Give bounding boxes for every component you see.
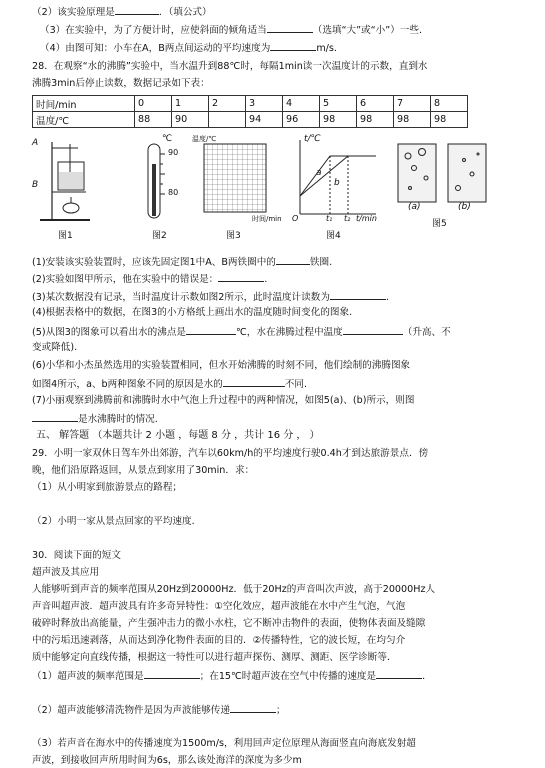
table-cell: 98 [357, 112, 394, 128]
label-a: A [32, 138, 39, 148]
q28-sub1: (1)安装该实验装置时，应该先固定图1中A、B两铁圈中的 铁圈. [32, 254, 332, 269]
table-cell: 4 [283, 96, 320, 112]
q30-para-line3: 破碎时释放出高能量，产生强冲击力的微小水柱，它不断冲击物件的表面，使物体表面及缝隙 [32, 618, 426, 629]
table-cell: 8 [431, 96, 468, 112]
q28-sub5: (5)从图3的图象可以看出水的沸点是 ℃，水在沸腾过程中温度 （升高、不 [32, 324, 451, 339]
q30-para-line2: 声音叫超声波．超声波具有许多奇异特性：①空化效应，超声波能在水中产生气泡，气泡 [32, 601, 406, 612]
figure-5-caption: 图5 [432, 219, 447, 229]
answer-blank [343, 324, 403, 335]
q29-line1: 29．小明一家双休日驾车外出郊游，汽车以60km/h的平均速度行驶0.4h才到达旅游景点．傍 [32, 448, 429, 459]
grid-y-label: 温度/℃ [192, 135, 217, 143]
table-cell: 6 [357, 96, 394, 112]
data-table [32, 95, 468, 128]
q30-subtitle: 超声波及其应用 [32, 567, 100, 578]
q27-part3: （3）在实验中，为了方便计时，应使斜面的倾角适当 （选填“大”或“小”）一些． [40, 22, 429, 37]
answer-blank [230, 702, 276, 713]
beaker-a-label: (a) [408, 202, 421, 212]
answer-blank [270, 40, 316, 51]
answer-blank [115, 4, 159, 15]
beaker-b-label: (b) [458, 202, 471, 212]
graph-origin: O [292, 214, 299, 223]
grid-x-label: 时间/min [252, 215, 282, 223]
table-cell: 96 [283, 112, 320, 128]
q30-para-line4: 中的污垢迅速剥落，从而达到净化物件表面的目的．②传播特性，它的波长短，在均匀介 [32, 635, 406, 646]
q30-para-line5: 质中能够定向直线传播，根据这一特性可以进行超声探伤、测厚、测距、医学诊断等． [32, 652, 397, 663]
q29-sub2: （2）小明一家从景点回家的平均速度． [32, 516, 202, 527]
section-5-header: 五、 解答题 （本题共计 2 小题 ，每题 8 分 ，共计 16 分 ， ） [36, 430, 320, 441]
answer-blank [223, 376, 285, 387]
apparatus-drawing [30, 134, 110, 228]
graph-y-label: t/℃ [304, 134, 321, 144]
figure-5-bubbles [392, 134, 492, 242]
q28-sub6-line1: (6)小华和小杰虽然选用的实验装置相同，但水开始沸腾的时刻不同，他们绘制的沸腾图象 [32, 360, 411, 371]
q30-title: 30．阅读下面的短文 [32, 550, 121, 561]
q28-intro-line1: 28．在观察“水的沸腾”实验中，当水温升到88℃时，每隔1min读一次温度计的示数，直到水 [32, 61, 428, 72]
table-header-time: 时间/min [33, 96, 135, 112]
q28-sub3: (3)某次数据没有记录，当时温度计示数如图2所示，此时温度计读数为 . [32, 289, 389, 304]
figure-4-graph [290, 134, 382, 242]
q30-sub3-line2: 声波，到接收回声所用时间为6s，那么该处海洋的深度为多少m [32, 755, 302, 766]
q29-line2: 晚，他们沿原路返回，从景点到家用了30min．求： [32, 465, 255, 476]
table-row-temp [33, 112, 468, 128]
thermo-tick-90: 90 [168, 148, 179, 157]
q28-sub7-line1: (7)小丽观察到沸腾前和沸腾时水中气泡上升过程中的两种情况，如图5(a)、(b)所示，则图 [32, 395, 415, 406]
figure-3-grid [192, 134, 284, 242]
figure-3-caption: 图3 [226, 231, 241, 241]
table-cell: 0 [135, 96, 172, 112]
figure-4-caption: 图4 [326, 231, 341, 241]
table-cell: 94 [246, 112, 283, 128]
answer-blank [218, 271, 264, 282]
q30-sub3-line1: （3）若声音在海水中的传播速度为1500m/s，利用回声定位原理从海面竖直向海底发射超 [32, 738, 416, 749]
q28-sub4: (4)根据表格中的数据，在图3的小方格纸上画出水的温度随时间变化的图象. [32, 307, 353, 318]
figure-2-caption: 图2 [152, 231, 167, 241]
table-cell: 98 [431, 112, 468, 128]
answer-blank [276, 254, 310, 265]
grid-paper [192, 134, 284, 224]
answer-blank [32, 411, 78, 422]
q27-part2: （2）该实验原理是 ．（填公式） [32, 4, 212, 19]
label-b: B [32, 180, 39, 190]
table-header-temp: 温度/℃ [33, 112, 135, 128]
figure-1-caption: 图1 [58, 231, 73, 241]
q30-sub1: （1）超声波的频率范围是 ；在15℃时超声波在空气中传播的速度是 ． [32, 668, 432, 683]
answer-blank [186, 324, 236, 335]
table-row-time [33, 96, 468, 112]
table-cell: 88 [135, 112, 172, 128]
q28-sub6-line2: 如图4所示，a、b两种图象不同的原因是水的 不同. [32, 376, 307, 391]
q27-part4: （4）由图可知：小车在A，B两点间运动的平均速度为 m/s． [40, 40, 343, 55]
table-cell: 2 [209, 96, 246, 112]
answer-blank [267, 22, 313, 33]
table-cell: 98 [394, 112, 431, 128]
graph-t1: t₁ [326, 214, 333, 223]
answer-blank [376, 668, 422, 679]
q28-sub7-line2: 是水沸腾时的情况. [32, 411, 158, 426]
q28-sub5-cont: 变或降低). [32, 342, 78, 353]
thermometer-drawing [138, 134, 188, 226]
graph-label-a: a [316, 168, 322, 178]
figure-2-thermometer [138, 134, 188, 242]
table-cell: 90 [172, 112, 209, 128]
table-cell: 7 [394, 96, 431, 112]
graph-label-b: b [334, 178, 340, 188]
q28-sub2: (2)实验如图甲所示，他在实验中的错误是： . [32, 271, 267, 286]
figures-row [30, 134, 500, 242]
thermo-tick-80: 80 [168, 188, 179, 197]
beakers-drawing [392, 134, 492, 214]
q28-intro-line2: 沸腾3min后停止读数，数据记录如下表： [32, 78, 210, 89]
table-cell: 98 [320, 112, 357, 128]
graph-x-label: t/min [356, 214, 377, 223]
table-cell [209, 112, 246, 128]
q30-sub2: （2）超声波能够清洗物件是因为声波能够传递 ； [32, 702, 286, 717]
q30-para-line1: 人能够听到声音的频率范围从20Hz到20000Hz．低于20Hz的声音叫次声波，高于20000Hz人 [32, 584, 436, 595]
answer-blank [330, 289, 386, 300]
graph-t2: t₂ [344, 214, 351, 223]
table-cell: 3 [246, 96, 283, 112]
table-cell: 1 [172, 96, 209, 112]
figure-1-apparatus [30, 134, 110, 242]
table-cell: 5 [320, 96, 357, 112]
q29-sub1: （1）从小明家到旅游景点的路程； [32, 482, 183, 493]
thermo-unit: ℃ [162, 134, 173, 144]
answer-blank [144, 668, 200, 679]
